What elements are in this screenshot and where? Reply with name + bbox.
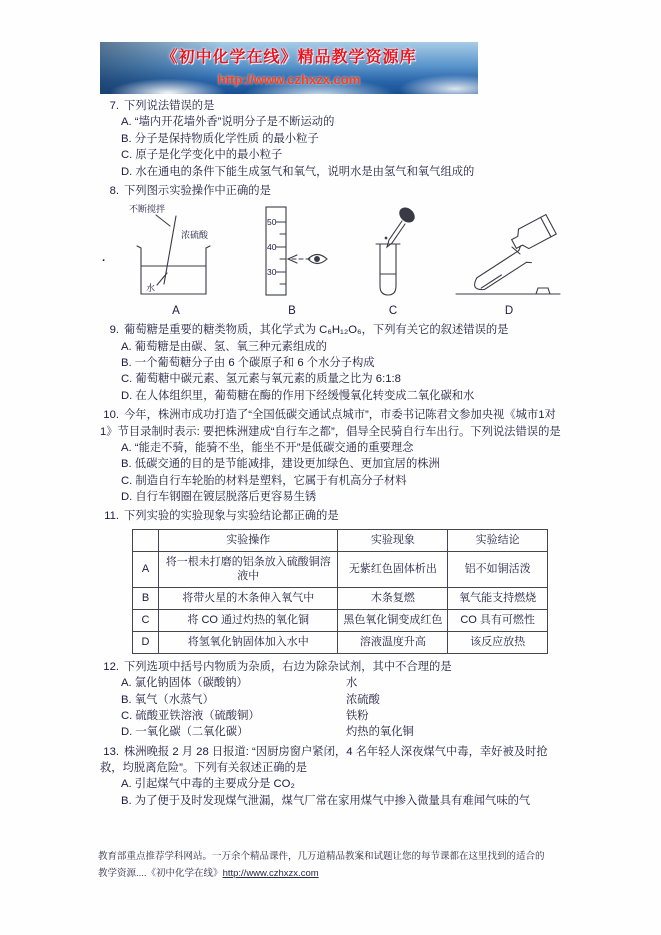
header-operation: 实验操作 xyxy=(158,529,338,551)
option-9d: D. 在人体组织里，葡萄糖在酶的作用下经缓慢氧化转变成二氧化碳和水 xyxy=(121,389,475,402)
stir-label: 不断搅拌 xyxy=(129,203,166,214)
option-7a: A. “墙内开花墙外香”说明分子是不断运动的 xyxy=(121,116,335,129)
stray-mark: . xyxy=(102,252,106,264)
option-9a: A. 葡萄糖是由碳、氢、氧三种元素组成的 xyxy=(121,340,327,353)
banner-title: 《初中化学在线》精品教学资源库 xyxy=(161,49,417,67)
reagent: 铁粉 xyxy=(346,709,369,722)
question-number: 12. xyxy=(103,660,119,673)
question-number: 11. xyxy=(104,510,119,523)
row-letter: B xyxy=(133,588,159,610)
row-conclusion: 该反应放热 xyxy=(448,631,548,653)
substance: A. 氯化钠固体（碳酸钠） xyxy=(121,677,248,690)
question-13 xyxy=(100,744,564,810)
row-letter: D xyxy=(133,631,159,653)
tick-40: 40 xyxy=(267,241,277,252)
question-11-stem xyxy=(100,508,564,524)
header-conclusion: 实验结论 xyxy=(448,529,548,551)
footer-note xyxy=(98,848,560,882)
option-7b: B. 分子是保持物质化学性质 的最小粒子 xyxy=(121,132,319,145)
option-7d: D. 水在通电的条件下能生成氢气和氧气，说明水是由氢气和氧气组成的 xyxy=(121,165,475,178)
scale-reading-diagram xyxy=(252,202,332,302)
row-conclusion: CO 具有可燃性 xyxy=(448,610,548,632)
figure-a xyxy=(126,202,226,320)
figure-c-letter: C xyxy=(388,304,398,317)
question-8 xyxy=(100,183,564,319)
table-row xyxy=(133,588,548,610)
pouring-liquid-diagram xyxy=(454,202,564,302)
reagent: 浓硫酸 xyxy=(346,693,380,706)
figure-b xyxy=(252,202,332,320)
figure-d-letter: D xyxy=(504,304,514,317)
question-number: 7. xyxy=(109,100,119,112)
tick-50: 50 xyxy=(267,216,277,227)
figure-d xyxy=(454,202,564,320)
stirring-beaker-diagram xyxy=(126,202,226,302)
substance: D. 一氧化碳（二氧化碳） xyxy=(121,726,249,739)
footer-line-2-text: 教学资源....《初中化学在线》 xyxy=(98,868,223,880)
option-10b: B. 低碳交通的目的是节能减排，建设更加绿色、更加宜居的株洲 xyxy=(121,458,440,471)
row-letter: C xyxy=(133,610,159,632)
footer-url: http://www.czhxzx.com xyxy=(222,868,319,880)
substance: B. 氧气（水蒸气） xyxy=(121,693,214,706)
question-number: 13. xyxy=(103,745,119,758)
row-phenomenon: 木条复燃 xyxy=(338,588,448,610)
option-12c xyxy=(100,708,564,724)
question-text: 今年，株洲市成功打造了“全国低碳交通试点城市”，市委书记陈君文参加央视《城市1对1》节目录制时表示: 要把株洲建成“自行车之都”，倡导全民骑自行车出行。下列说法错误的是 xyxy=(100,409,561,438)
row-phenomenon: 黑色氧化铜变成红色 xyxy=(338,610,448,632)
substance: C. 硫酸亚铁溶液（硫酸铜） xyxy=(121,709,260,722)
question-12 xyxy=(100,659,564,741)
question-7 xyxy=(100,98,564,180)
row-operation: 将氢氧化钠固体加入水中 xyxy=(158,631,338,653)
footer-line-2 xyxy=(98,865,560,882)
question-9-stem xyxy=(100,322,564,338)
question-11 xyxy=(100,508,564,653)
row-operation: 将 CO 通过灼热的氧化铜 xyxy=(158,610,338,632)
table-row xyxy=(133,610,548,632)
footer-line-1: 教育部重点推荐学科网站。一万余个精品课件，几万道精品教案和试题让您的每节课都在这里找到的适合的 xyxy=(98,851,545,862)
dropper-test-tube-diagram xyxy=(358,202,428,302)
question-number: 10. xyxy=(103,409,119,422)
option-12b xyxy=(100,692,564,708)
question-13-stem xyxy=(100,744,564,777)
tick-30: 30 xyxy=(267,266,277,277)
question-8-stem xyxy=(100,183,564,199)
reagent: 水 xyxy=(346,677,358,690)
row-operation: 将一根未打磨的铝条放入硫酸铜溶液中 xyxy=(158,551,338,588)
figure-a-letter: A xyxy=(172,304,180,317)
exam-content xyxy=(100,98,564,812)
table-header-row xyxy=(133,529,548,551)
option-13b: B. 为了便于及时发现煤气泄漏，煤气厂常在家用煤气中掺入微量具有难闻气味的气 xyxy=(121,794,531,807)
question-text: 下列说法错误的是 xyxy=(124,100,215,112)
row-operation: 将带火星的木条伸入氧气中 xyxy=(158,588,338,610)
row-phenomenon: 溶液温度升高 xyxy=(338,631,448,653)
question-text: 下列选项中括号内物质为杂质，右边为除杂试剂，其中不合理的是 xyxy=(124,660,452,673)
table-row xyxy=(133,551,548,588)
question-text: 葡萄糖是重要的糖类物质，其化学式为 C₆H₁₂O₆，下列有关它的叙述错误的是 xyxy=(124,324,509,337)
question-number: 8. xyxy=(109,184,119,197)
question-9 xyxy=(100,322,564,404)
option-12d xyxy=(100,724,564,740)
question-12-stem xyxy=(100,659,564,675)
question-text: 下列图示实验操作中正确的是 xyxy=(124,184,271,197)
figure-b-letter: B xyxy=(288,304,296,317)
row-conclusion: 氧气能支持燃烧 xyxy=(448,588,548,610)
experiment-table xyxy=(132,529,548,654)
question-10-stem xyxy=(100,407,564,440)
q8-diagrams xyxy=(126,203,564,319)
reagent: 灼热的氧化铜 xyxy=(346,726,414,739)
question-10 xyxy=(100,407,564,505)
figure-c xyxy=(358,202,428,320)
option-9c: C. 葡萄糖中碳元素、氢元素与氧元素的质量之比为 6:1:8 xyxy=(121,373,401,386)
banner-url: http://www.czhxzx.com xyxy=(217,71,361,87)
acid-label: 浓硫酸 xyxy=(181,229,209,240)
option-13a: A. 引起煤气中毒的主要成分是 CO₂ xyxy=(121,778,295,791)
row-phenomenon: 无紫红色固体析出 xyxy=(338,551,448,588)
option-10a: A. “能走不骑，能骑不坐，能坐不开”是低碳交通的重要理念 xyxy=(121,441,414,454)
row-conclusion: 铝不如铜活泼 xyxy=(448,551,548,588)
question-number: 9. xyxy=(109,324,119,337)
site-banner xyxy=(100,42,478,94)
header-phenomenon: 实验现象 xyxy=(338,529,448,551)
header-blank xyxy=(133,529,159,551)
question-text: 下列实验的实验现象与实验结论都正确的是 xyxy=(124,510,339,523)
question-7-stem xyxy=(100,98,564,114)
option-10c: C. 制造自行车轮胎的材料是塑料，它属于有机高分子材料 xyxy=(121,474,407,487)
option-7c: C. 原子是化学变化中的最小粒子 xyxy=(121,149,283,162)
option-10d: D. 自行车钢圈在镀层脱落后更容易生锈 xyxy=(121,491,317,503)
option-12a xyxy=(100,675,564,691)
question-text: 株洲晚报 2 月 28 日报道: “因厨房窗户紧闭，4 名年轻人深夜煤气中毒，幸好被及时抢救，均脱离危险”。下列有关叙述正确的是 xyxy=(100,745,548,775)
water-label: 水 xyxy=(146,282,156,293)
row-letter: A xyxy=(133,551,159,588)
option-9b: B. 一个葡萄糖分子由 6 个碳原子和 6 个水分子构成 xyxy=(121,357,375,369)
table-row xyxy=(133,631,548,653)
